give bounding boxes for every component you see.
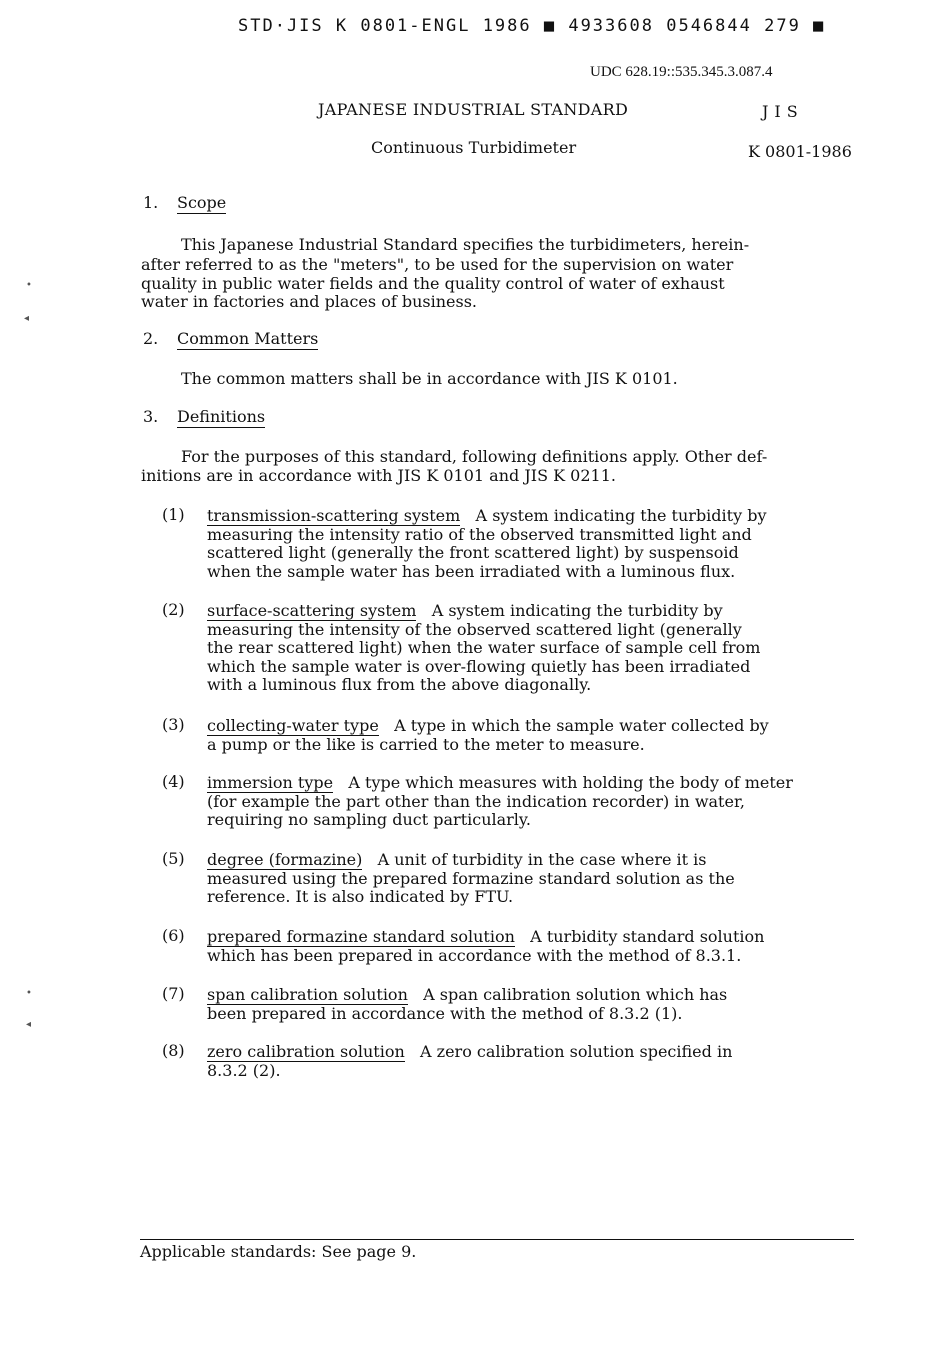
definitions-line: initions are in accordance with JIS K 0101 and JIS K 0211. bbox=[141, 466, 616, 485]
definition-text: A zero calibration solution specified in bbox=[420, 1042, 733, 1061]
definition-text: measuring the intensity of the observed scattered light (generally bbox=[207, 619, 742, 639]
definition-text: 8.3.2 (2). bbox=[207, 1060, 281, 1080]
udc-code: UDC 628.19::535.345.3.087.4 bbox=[590, 64, 773, 80]
common-matters-line: The common matters shall be in accordance with JIS K 0101. bbox=[181, 369, 678, 388]
definition-item bbox=[207, 986, 727, 1023]
scope-line: This Japanese Industrial Standard specifies the turbidimeters, herein- bbox=[181, 235, 750, 254]
definition-term: surface-scattering system bbox=[207, 601, 417, 620]
definition-item bbox=[207, 602, 760, 695]
definition-item bbox=[207, 928, 764, 965]
definition-text: A system indicating the turbidity by bbox=[431, 601, 723, 620]
definition-text: a pump or the like is carried to the meter to measure. bbox=[207, 734, 645, 754]
jis-mark: JIS bbox=[762, 102, 804, 121]
definition-number: (5) bbox=[162, 849, 185, 868]
section-number: 1. bbox=[143, 193, 159, 212]
document-stamp: STD·JIS K 0801-ENGL 1986 ■ 4933608 0546844 279 ■ bbox=[238, 16, 826, 36]
section-title: Definitions bbox=[177, 407, 266, 426]
definition-text: scattered light (generally the front scattered light) by suspensoid bbox=[207, 543, 739, 562]
document-number: K 0801-1986 bbox=[748, 142, 852, 161]
definition-number: (2) bbox=[162, 600, 185, 619]
definition-term: degree (formazine) bbox=[207, 850, 363, 869]
definition-text: which the sample water is over-flowing quietly has been irradiated bbox=[207, 656, 751, 676]
section-title: Scope bbox=[177, 193, 227, 212]
section-title: Common Matters bbox=[177, 329, 319, 348]
definition-text: A type which measures with holding the body of meter bbox=[348, 773, 793, 792]
definition-item bbox=[207, 507, 767, 581]
definition-text: A turbidity standard solution bbox=[530, 927, 765, 946]
definition-term: prepared formazine standard solution bbox=[207, 927, 515, 946]
definition-text: when the sample water has been irradiated with a luminous flux. bbox=[207, 561, 736, 581]
definition-number: (6) bbox=[162, 926, 185, 945]
definition-number: (4) bbox=[162, 772, 185, 791]
definition-text: requiring no sampling duct particularly. bbox=[207, 810, 531, 829]
definition-number: (1) bbox=[162, 505, 185, 524]
definition-text: measured using the prepared formazine standard solution as the bbox=[207, 868, 735, 888]
definition-text: with a luminous flux from the above diagonally. bbox=[207, 675, 592, 694]
definition-item bbox=[207, 774, 793, 830]
standard-title: JAPANESE INDUSTRIAL STANDARD bbox=[318, 100, 629, 119]
scan-mark-dot: • bbox=[26, 280, 32, 291]
scope-line: water in factories and places of business. bbox=[141, 292, 477, 311]
definition-text: A system indicating the turbidity by bbox=[475, 506, 767, 525]
definition-number: (3) bbox=[162, 715, 185, 734]
definition-item bbox=[207, 717, 769, 754]
definition-text: measuring the intensity ratio of the observed transmitted light and bbox=[207, 524, 752, 544]
definition-item bbox=[207, 1043, 732, 1080]
definition-text: A span calibration solution which has bbox=[423, 985, 728, 1004]
definition-term: span calibration solution bbox=[207, 985, 408, 1004]
scan-mark-arrow: ◂ bbox=[26, 1019, 32, 1030]
definition-number: (7) bbox=[162, 984, 185, 1003]
section-number: 3. bbox=[143, 407, 159, 426]
scope-line: quality in public water fields and the quality control of water of exhaust bbox=[141, 274, 725, 293]
definition-text: A type in which the sample water collected by bbox=[394, 716, 769, 735]
definition-text: been prepared in accordance with the method of 8.3.2 (1). bbox=[207, 1003, 683, 1023]
definition-term: immersion type bbox=[207, 773, 334, 792]
definition-text: reference. It is also indicated by FTU. bbox=[207, 887, 514, 906]
definition-term: collecting-water type bbox=[207, 716, 379, 735]
definition-text: the rear scattered light) when the water surface of sample cell from bbox=[207, 638, 761, 657]
definition-term: zero calibration solution bbox=[207, 1042, 405, 1061]
definition-term: transmission-scattering system bbox=[207, 506, 461, 525]
definition-number: (8) bbox=[162, 1041, 185, 1060]
definition-text: which has been prepared in accordance with the method of 8.3.1. bbox=[207, 945, 742, 965]
definition-item bbox=[207, 851, 735, 907]
scan-mark-arrow: ◂ bbox=[24, 313, 30, 324]
scan-mark-dot: • bbox=[26, 988, 32, 999]
section-number: 2. bbox=[143, 329, 159, 348]
scope-line: after referred to as the "meters", to be used for the supervision on water bbox=[141, 255, 734, 274]
definitions-line: For the purposes of this standard, following definitions apply. Other def- bbox=[181, 447, 768, 466]
definition-text: (for example the part other than the indication recorder) in water, bbox=[207, 791, 745, 811]
definition-text: A unit of turbidity in the case where it is bbox=[377, 850, 707, 869]
footer-note: Applicable standards: See page 9. bbox=[140, 1242, 417, 1261]
footer-rule bbox=[140, 1239, 854, 1240]
document-title: Continuous Turbidimeter bbox=[371, 138, 577, 157]
